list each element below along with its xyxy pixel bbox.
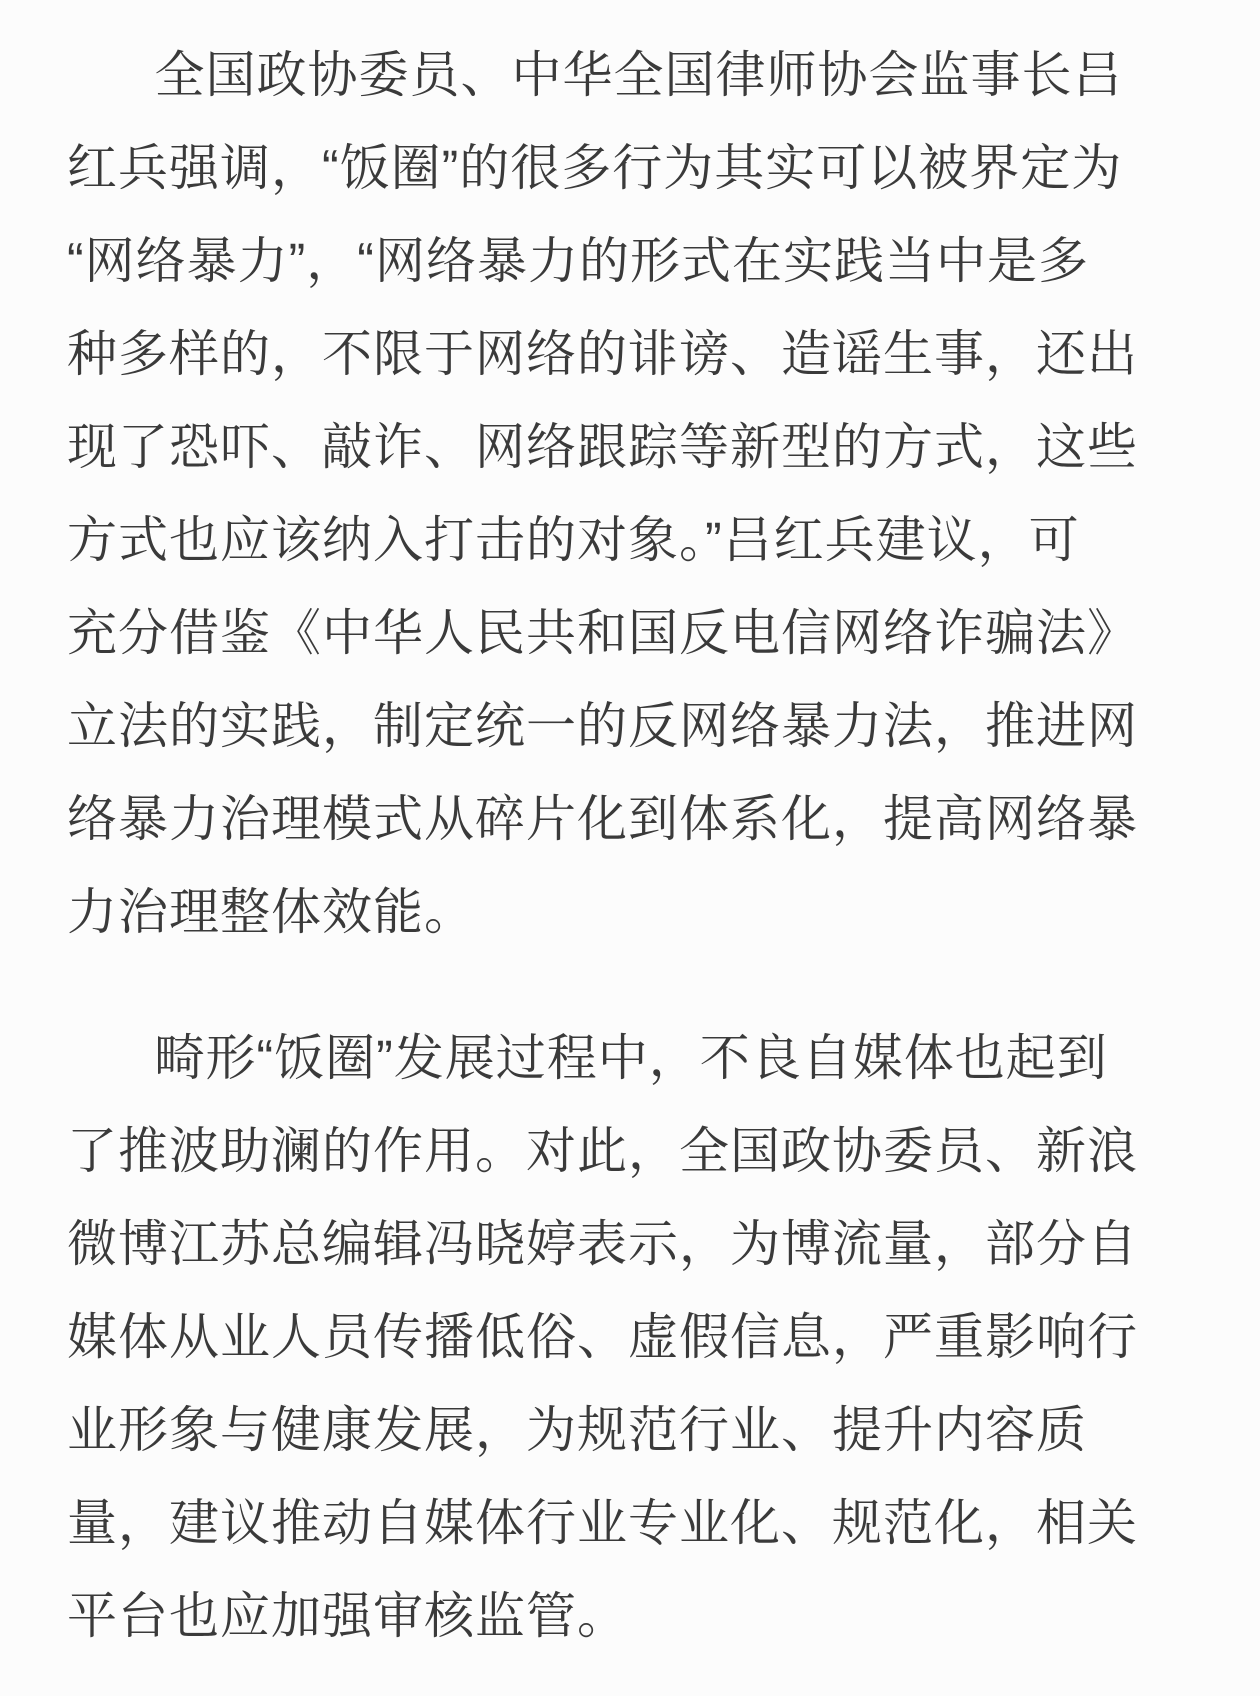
text-line: 立法的实践，制定统一的反网络暴力法，推进网 xyxy=(67,698,1138,754)
text-line: 方式也应该纳入打击的对象。”吕红兵建议，可 xyxy=(67,512,1080,568)
text-line: 业形象与健康发展，为规范行业、提升内容质 xyxy=(67,1402,1087,1458)
text-line: “网络暴力”，“网络暴力的形式在实践当中是多 xyxy=(67,233,1089,289)
text-line: 了推波助澜的作用。对此，全国政协委员、新浪 xyxy=(67,1123,1138,1179)
text-line: 力治理整体效能。 xyxy=(67,884,475,940)
text-line: 充分借鉴《中华人民共和国反电信网络诈骗法》 xyxy=(67,605,1138,661)
text-line: 平台也应加强审核监管。 xyxy=(67,1588,628,1644)
text-line: 种多样的，不限于网络的诽谤、造谣生事，还出 xyxy=(67,326,1138,382)
text-line: 红兵强调，“饭圈”的很多行为其实可以被界定为 xyxy=(67,140,1123,196)
text-line: 畸形“饭圈”发展过程中，不良自媒体也起到 xyxy=(154,1030,1108,1086)
paragraph-lv-honbing-cyberviolence xyxy=(67,29,1194,959)
text-line: 量，建议推动自媒体行业专业化、规范化，相关 xyxy=(67,1495,1138,1551)
text-line: 全国政协委员、中华全国律师协会监事长吕 xyxy=(154,47,1124,103)
paragraph-feng-xiaoting-self-media xyxy=(67,1012,1194,1663)
text-line: 微博江苏总编辑冯晓婷表示，为博流量，部分自 xyxy=(67,1216,1138,1272)
text-line: 络暴力治理模式从碎片化到体系化，提高网络暴 xyxy=(67,791,1138,847)
text-line: 媒体从业人员传播低俗、虚假信息，严重影响行 xyxy=(67,1309,1138,1365)
text-line: 现了恐吓、敲诈、网络跟踪等新型的方式，这些 xyxy=(67,419,1138,475)
